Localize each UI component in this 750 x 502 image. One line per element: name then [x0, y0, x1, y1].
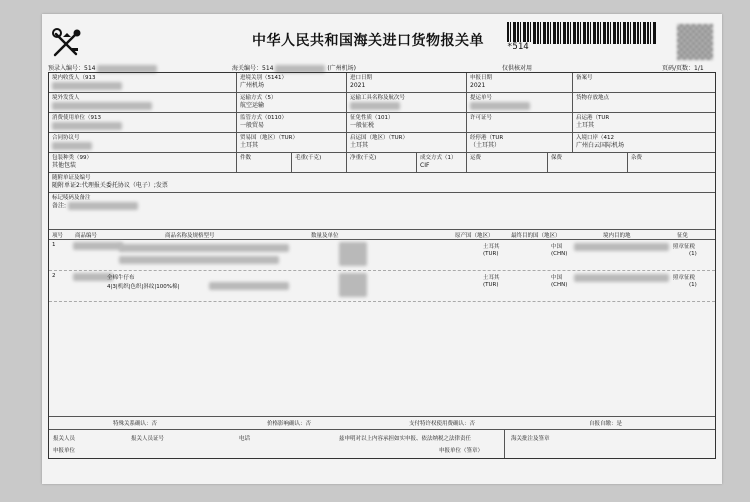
page-indicator: 页码/页数：1/1 [662, 65, 704, 72]
net-weight-cell: 净重(千克) [347, 153, 417, 172]
form-row-2 [49, 93, 715, 113]
price-impact-confirm: 价格影响确认：否 [267, 421, 312, 427]
form-row-4 [49, 133, 715, 153]
declarant-number-label: 报关人员证号 [131, 436, 165, 442]
entry-point-cell: 入境口岸（412 广州白云国际机场 [576, 135, 625, 149]
col-code: 商品编号 [75, 233, 98, 239]
form-grid [48, 72, 716, 459]
gross-weight-cell: 毛重(千克) [292, 153, 347, 172]
deal-mode-cell: 成交方式（1） CIF [417, 153, 467, 172]
declarant-block [49, 430, 505, 458]
departure-port-cell: 启运港（TUR 土耳其 [576, 115, 610, 129]
record-number-cell: 备案号 [576, 75, 593, 81]
col-origin: 原产国（地区） [455, 233, 494, 239]
signature-row [49, 430, 715, 458]
package-count-cell: 件数 [237, 153, 292, 172]
customs-number: 海关编号：514 (广州机场) [232, 65, 356, 72]
item-row-2: 2 全棉牛仔布 4|3|机织|色织|斜纹|100%棉| 土耳其 (TUR) 中国 (CHN) 照章征税 (1) [49, 271, 715, 302]
col-final-dest: 最终目的国（地区） [511, 233, 561, 239]
attached-documents-row [49, 173, 715, 193]
marks-remarks-cell: 标记唛码及备注 备注: [49, 193, 715, 229]
levy-nature-cell: 征免性质（101） 一般征税 [347, 113, 467, 132]
declaring-unit-seal-label: 申报单位（签章） [439, 448, 484, 454]
col-levy: 征免 [677, 233, 689, 239]
col-qty: 数量及单位 [311, 233, 339, 239]
import-date-cell: 进口日期 2021 [347, 73, 467, 92]
barcode-text: *514 [507, 42, 533, 52]
consumer-unit-cell: 消费使用单位（913 [49, 113, 237, 132]
col-seq: 项号 [52, 233, 64, 239]
overseas-shipper-cell: 境外发货人 [49, 93, 237, 112]
item-row-1: 1 土耳其 (TUR) 中国 (CHN) 照章征税 (1) [49, 240, 715, 271]
transit-port-cell: 经停港（TUR （土耳其） [467, 133, 573, 152]
declarant-label: 报关人员 [53, 436, 76, 442]
misc-fee-cell: 杂费 [631, 155, 643, 161]
freight-cell: 运费 [467, 153, 548, 172]
royalty-confirm: 支付特许权使用费确认：否 [409, 421, 476, 427]
entry-port-cell: 进境关别（5141） 广州机场 [237, 73, 347, 92]
col-name: 商品名称及规格型号 [165, 233, 215, 239]
qr-code [677, 24, 713, 60]
customs-emblem-icon [50, 28, 84, 58]
customs-declaration-form [42, 14, 722, 484]
customs-note-block [505, 430, 715, 458]
form-row-1 [49, 73, 715, 93]
form-row-3 [49, 113, 715, 133]
items-section [49, 230, 715, 417]
insurance-cell: 保费 [548, 153, 628, 172]
transport-mode-cell: 运输方式（5） 航空运输 [237, 93, 347, 112]
trade-country-cell: 贸易国（地区）（TUR） 土耳其 [237, 133, 347, 152]
origin-country-cell: 启运国（地区）（TUR） 土耳其 [347, 133, 467, 152]
transport-vehicle-cell: 运输工具名称及航次号 [347, 93, 467, 112]
form-title: 中华人民共和国海关进口货物报关单 [252, 33, 484, 49]
items-header [49, 230, 715, 240]
declaration-statement: 兹申明对以上内容承担如实申报、依法纳税之法律责任 [339, 436, 472, 442]
declaration-date-cell: 申报日期 2021 [467, 73, 573, 92]
domestic-consignee-cell: 境内收货人（913 [49, 73, 237, 92]
use-note: 仅供核对用 [502, 65, 533, 72]
contract-number-cell: 合同协议号 [49, 133, 237, 152]
special-relation-confirm: 特殊关系确认：否 [113, 421, 158, 427]
attached-documents-cell: 随附单证及编号 随附单证2:代理报关委托协议（电子）;发票 [52, 175, 168, 189]
license-number-cell: 许可证号 [467, 113, 573, 132]
col-domestic-dest: 境内目的地 [603, 233, 631, 239]
declaring-unit-label: 申报单位 [53, 448, 76, 454]
marks-remarks-row [49, 193, 715, 230]
supervision-mode-cell: 监管方式（0110） 一般贸易 [237, 113, 347, 132]
phone-label: 电话 [239, 436, 251, 442]
customs-note-label: 海关批注及签章 [511, 436, 550, 442]
bill-of-lading-cell: 提运单号 [467, 93, 573, 112]
barcode [507, 22, 657, 44]
confirmation-row [49, 417, 715, 430]
package-type-cell: 包装种类（99） 其他包装 [49, 153, 237, 172]
form-row-5 [49, 153, 715, 173]
self-payment-confirm: 自报自缴：是 [589, 421, 623, 427]
storage-location-cell: 货物存放地点 [576, 95, 610, 101]
preentry-number: 预录入编号：514 [48, 63, 157, 73]
